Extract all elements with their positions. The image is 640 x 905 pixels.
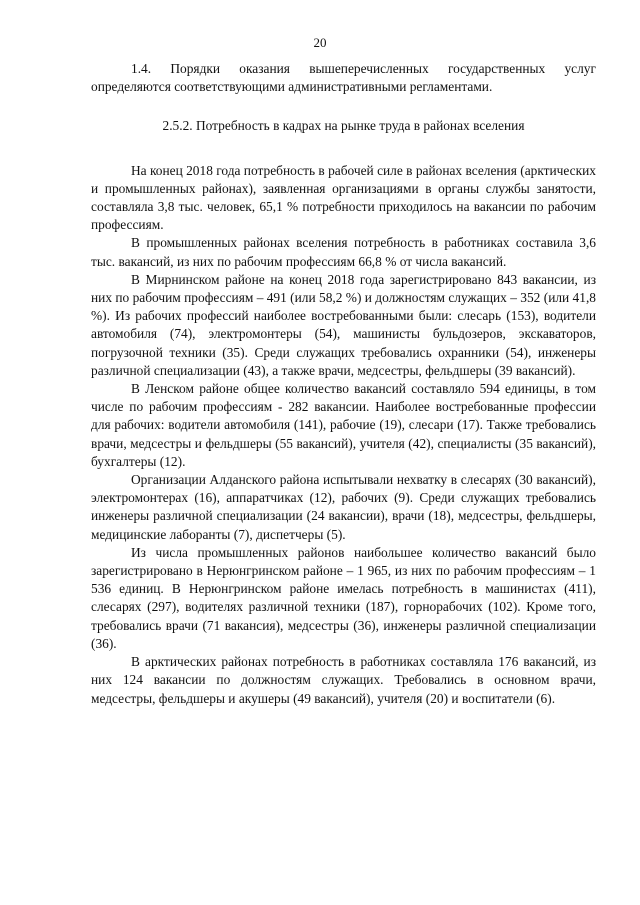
paragraph-lensky-district: В Ленском районе общее количество вакансий составляло 594 единицы, в том числе по рабочим профессиям - 282 вакансии. Наиболее востребованные профессии для рабочих: водители автомобиля (141), рабочие (19), слесари (17). Также требовались врачи, медсестры и фельдшеры (55 вакансий), учителя (42), специалисты (35 вакансий), бухгалтеры (12). <box>91 381 596 469</box>
paragraph-neryungrinsky-district: Из числа промышленных районов наибольшее количество вакансий было зарегистрировано в Нерюнгринском районе – 1 965, из них по рабочим профессиям – 1 536 единиц. В Нерюнгринском районе имелась потребность в машинистах (411), слесарях (297), водителях различной техники (187), горнорабочих (102). Кроме того, требовались врачи (71 вакансия), медсестры (36), инженеры различной специализации (36). <box>91 544 596 651</box>
page-number: 20 <box>313 35 327 50</box>
paragraph-mirninsky-district: В Мирнинском районе на конец 2018 года зарегистрировано 843 вакансии, из них по рабочим профессиям – 491 (или 58,2 %) и должностям служащих – 352 (или 41,8 %). Из рабочих профессий наиболее востребованными были: слесарь (153), водители автомобиля (74), электромонтеры (54), машинисты бульдозеров, экскаваторов, погрузочной техники (35). Среди служащих требовались охранники (54), инженеры различной специализации (43), а также врачи, медсестры, фельдшеры (39 вакансий). <box>91 271 596 378</box>
paragraph-aldansky-district: Организации Алданского района испытывали нехватку в слесарях (30 вакансий), электромонтерах (16), аппаратчиках (12), рабочих (9). Среди служащих требовались инженеры различной специализации (24 вакансии), врачи (18), медсестры, фельдшеры, медицинские лаборанты (7), диспетчеры (5). <box>91 472 596 542</box>
paragraph-overall-demand: На конец 2018 года потребность в рабочей силе в районах вселения (арктических и промышленных районах), заявленная организациями в органы службы занятости, составляла 3,8 тыс. человек, 65,1 % потребности приходилось на вакансии по рабочим профессиям. <box>91 162 596 233</box>
section-heading: 2.5.2. Потребность в кадрах на рынке труда в районах вселения <box>162 118 525 134</box>
document-body <box>91 60 596 708</box>
paragraph-arctic-districts: В арктических районах потребность в работниках составляла 176 вакансий, из них 124 вакансии по должностям служащих. Требовались в основном врачи, медсестры, фельдшеры и акушеры (49 вакансий), учителя (20) и воспитатели (6). <box>91 654 596 706</box>
paragraph-industrial-districts: В промышленных районах вселения потребность в работниках составила 3,6 тыс. вакансий, из них по рабочим профессиям 66,8 % от числа вакансий. <box>91 235 596 269</box>
intro-paragraph: 1.4. Порядки оказания вышеперечисленных государственных услуг определяются соответствующими административными регламентами. <box>91 61 596 95</box>
